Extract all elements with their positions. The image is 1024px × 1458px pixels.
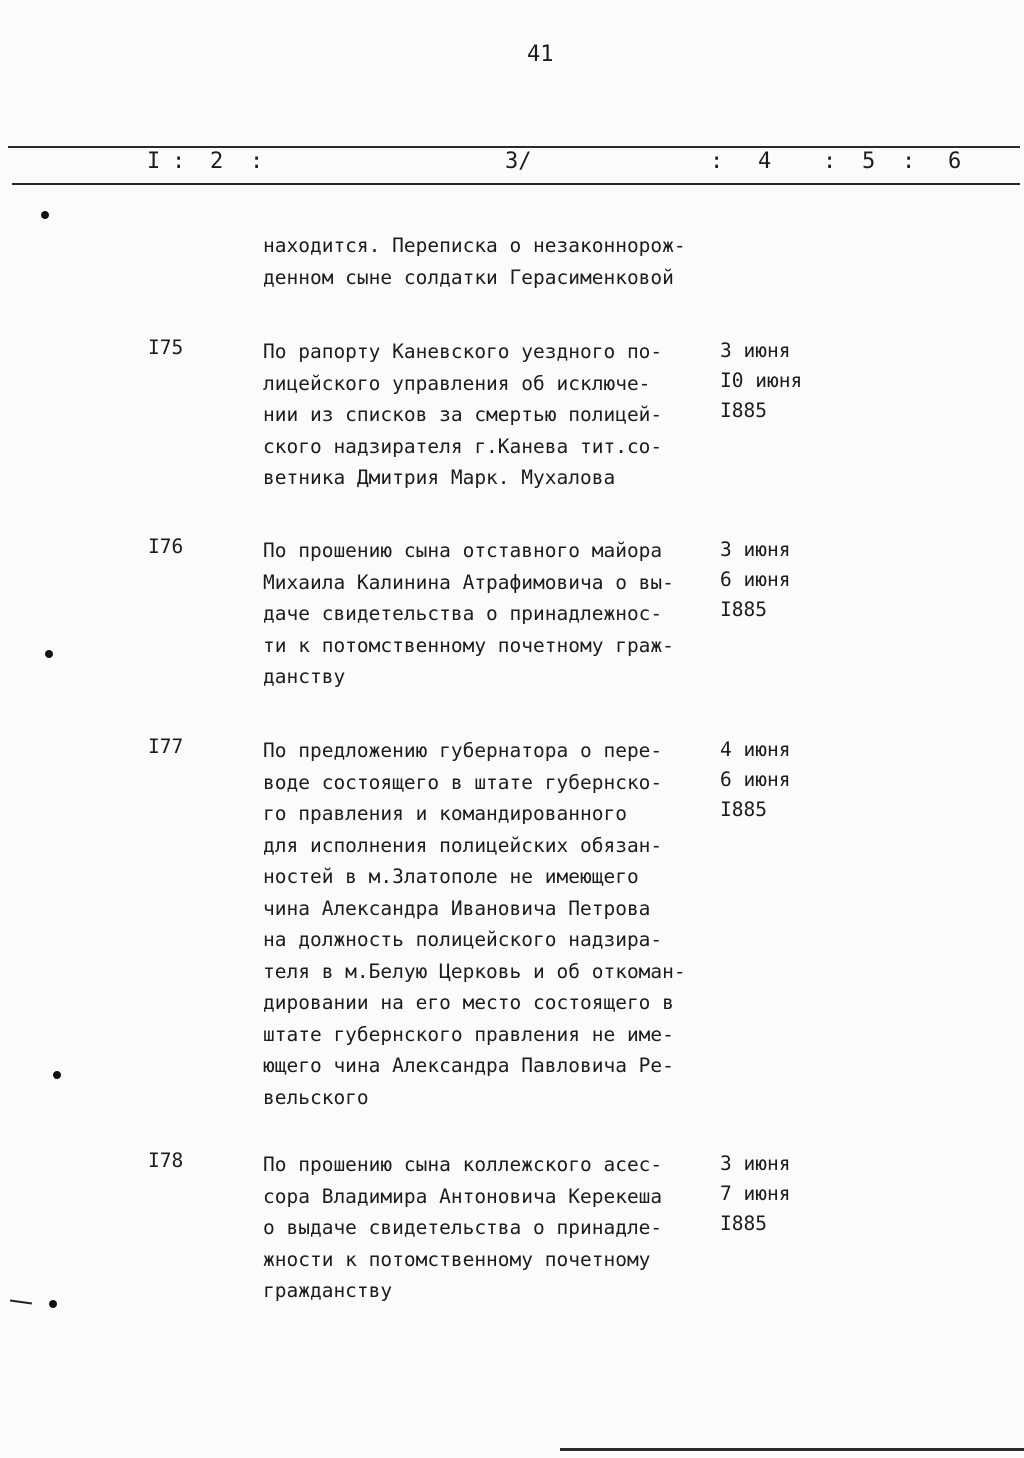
- entry-dates: [720, 535, 790, 625]
- entry-number: I77: [148, 735, 184, 758]
- text-line: вельского: [263, 1085, 369, 1109]
- continuation-text: [263, 230, 686, 293]
- column-header-1: I: [147, 149, 161, 174]
- entry-number: I76: [148, 535, 184, 558]
- entry-text: [263, 336, 662, 494]
- date-start: 3 июня: [720, 538, 791, 561]
- text-line: воде состоящего в штате губернско-: [263, 770, 663, 794]
- date-start: 3 июня: [720, 339, 791, 362]
- column-header-6: 6: [948, 149, 962, 174]
- text-line: По рапорту Каневского уездного по-: [263, 340, 663, 363]
- entry-dates: [720, 1149, 790, 1239]
- text-line: даче свидетельства о принадлежнос-: [263, 602, 663, 625]
- header-rule-top: [8, 146, 1020, 148]
- binding-hole-mark: [49, 1300, 57, 1308]
- date-start: 3 июня: [720, 1152, 791, 1175]
- text-line: штате губернского правления не име-: [263, 1022, 674, 1046]
- text-line: денном сыне солдатки Герасименковой: [263, 265, 674, 289]
- date-end: 6 июня: [720, 768, 791, 791]
- text-line: ностей в м.Златополе не имеющего: [263, 865, 639, 888]
- entry-text: [263, 535, 674, 693]
- page-bottom-rule: [560, 1448, 1024, 1451]
- column-separator: :: [823, 149, 837, 174]
- text-line: го правления и командированного: [263, 802, 627, 825]
- text-line: гражданству: [263, 1279, 393, 1302]
- text-line: Михаила Калинина Атрафимовича о вы-: [263, 570, 674, 594]
- column-header-2: 2: [210, 149, 224, 174]
- text-line: жности к потомственному почетному: [263, 1247, 651, 1271]
- date-year: I885: [720, 798, 767, 821]
- column-separator: :: [902, 149, 916, 174]
- entry-dates: [720, 336, 802, 426]
- binding-hole-mark: [41, 211, 49, 219]
- column-header-3: 3/: [505, 149, 532, 174]
- date-year: I885: [720, 598, 767, 621]
- text-line: ветника Дмитрия Марк. Мухалова: [263, 466, 616, 489]
- text-line: чина Александра Ивановича Петрова: [263, 896, 651, 920]
- date-end: I0 июня: [720, 369, 803, 392]
- margin-dash-mark: [10, 1299, 32, 1304]
- text-line: сора Владимира Антоновича Керекеша: [263, 1184, 663, 1208]
- entry-text: [263, 735, 686, 1113]
- date-end: 7 июня: [720, 1182, 791, 1205]
- text-line: дировании на его место состоящего в: [263, 991, 674, 1014]
- text-line: находится. Переписка о незаконнорож-: [263, 234, 686, 257]
- date-start: 4 июня: [720, 738, 791, 761]
- date-end: 6 июня: [720, 568, 791, 591]
- text-line: По предложению губернатора о пере-: [263, 739, 663, 762]
- entry-number: I75: [148, 336, 184, 359]
- column-separator: :: [710, 149, 724, 174]
- text-line: на должность полицейского надзира-: [263, 928, 663, 951]
- text-line: По прошению сына коллежского асес-: [263, 1153, 663, 1176]
- text-line: ского надзирателя г.Канева тит.со-: [263, 434, 663, 458]
- entry-dates: [720, 735, 790, 825]
- column-header-4: 4: [758, 149, 772, 174]
- text-line: нии из списков за смертью полицей-: [263, 403, 663, 426]
- column-separator: :: [250, 149, 264, 174]
- entry-number: I78: [148, 1149, 184, 1172]
- text-line: По прошению сына отставного майора: [263, 539, 663, 562]
- entry-text: [263, 1149, 662, 1307]
- text-line: данству: [263, 665, 346, 688]
- binding-hole-mark: [45, 650, 53, 658]
- text-line: лицейского управления об исключе-: [263, 371, 651, 395]
- text-line: ющего чина Александра Павловича Ре-: [263, 1054, 674, 1077]
- text-line: теля в м.Белую Церковь и об откоман-: [263, 959, 686, 983]
- date-year: I885: [720, 399, 767, 422]
- text-line: для исполнения полицейских обязан-: [263, 833, 663, 857]
- column-header-5: 5: [862, 149, 876, 174]
- binding-hole-mark: [53, 1071, 61, 1079]
- date-year: I885: [720, 1212, 767, 1235]
- text-line: о выдаче свидетельства о принадле-: [263, 1216, 663, 1239]
- text-line: ти к потомственному почетному граж-: [263, 633, 674, 657]
- header-rule-bottom: [12, 183, 1020, 185]
- page-number: 41: [527, 42, 554, 67]
- column-separator: :: [172, 149, 186, 174]
